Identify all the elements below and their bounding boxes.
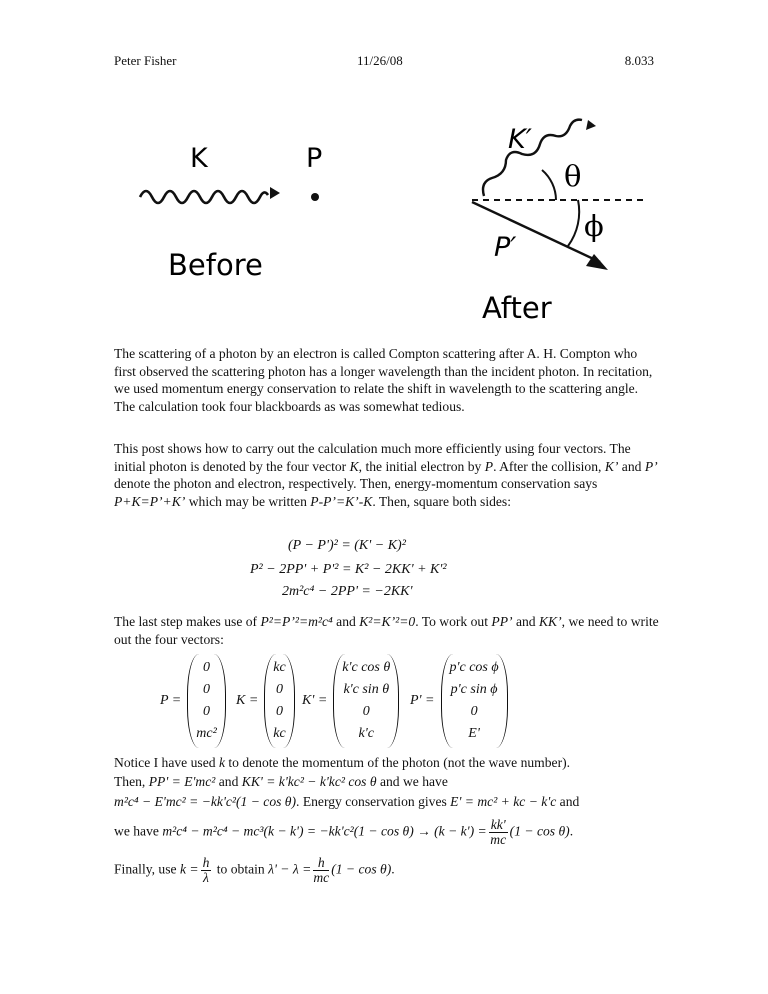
vector-p: P = 0 0 0 mc² <box>160 654 226 748</box>
theta-arc <box>542 170 556 200</box>
label-phi: ϕ <box>584 209 604 243</box>
caption-after: After <box>482 291 552 325</box>
header-date: 11/26/08 <box>357 53 403 68</box>
label-kprime: K′ <box>508 124 532 155</box>
vector-kprime: K' = k'c cos θ k'c sin θ 0 k'c <box>302 654 399 748</box>
label-k: K <box>190 143 208 174</box>
header-author: Peter Fisher <box>114 53 177 68</box>
paragraph-intro: The scattering of a photon by an electron is called Compton scattering after A. H. Compton who first observed the scattering photon has a longer wavelength than the incident photon. In recitation, we used momentum energy conservation to relate the shift in wavelength to the scattering angle. The calculation took four blackboards as was somewhat tedious. <box>114 346 653 414</box>
line-energy: m²c⁴ − E'mc² = −kk'c²(1 − cos θ). Energy conservation gives E' = mc² + kc − k'c and <box>114 794 580 809</box>
label-theta: θ <box>564 159 582 193</box>
equation-3: 2m²c⁴ − 2PP' = −2KK' <box>282 584 413 599</box>
equation-1: (P − P')² = (K' − K)² <box>288 538 406 553</box>
label-pprime: P′ <box>494 232 517 263</box>
header-course: 8.033 <box>624 53 654 68</box>
electron-dot <box>311 193 319 201</box>
caption-before: Before <box>168 248 263 282</box>
paragraph-four-vectors: This post shows how to carry out the calculation much more efficiently using four vectors. The initial photon is denoted by the four vector K, the initial electron by P. After the collision, K’ and P’ denote the photon and electron, respectively. Then, energy-momentum conservation says P+K=P’+K’ which may be written P-P’=K’-K. Then, square both sides: <box>114 441 658 509</box>
before-figure <box>130 135 360 285</box>
scattered-photon-arrowhead <box>586 120 596 130</box>
label-p: P <box>306 143 323 174</box>
vector-k: K = kc 0 0 kc <box>236 654 295 748</box>
electron-path <box>472 202 600 262</box>
phi-arc <box>568 200 579 246</box>
paragraph-notice: Notice I have used k to denote the momentum of the photon (not the wave number). <box>114 755 571 770</box>
line-then: Then, PP' = E'mc² and KK' = k'kc² − k'kc² cos θ and we have <box>114 774 448 789</box>
vector-pprime: P' = p'c cos ϕ p'c sin ϕ 0 E' <box>410 654 508 748</box>
incoming-photon-wave <box>140 191 268 203</box>
line-we-have: we have m²c⁴ − m²c⁴ − mc³(k − k') = −kk'c²(1 − cos θ) → (k − k') = $\frac{kk'}{mc}$ (1 − cos θ). <box>114 817 574 847</box>
line-finally: Finally, use k = $\frac{h}{\lambda}$ to obtain λ' − λ = $\frac{h}{mc}$ (1 − cos θ). <box>114 855 395 885</box>
paragraph-last-step: The last step makes use of P²=P’²=m²c⁴ and K²=K’²=0. To work out PP’ and KK’, we need to write out the four vectors: <box>114 614 659 647</box>
incoming-photon-arrowhead <box>270 187 280 199</box>
equation-2: P² − 2PP' + P'² = K² − 2KK' + K'² <box>250 562 447 577</box>
after-figure <box>460 110 670 330</box>
